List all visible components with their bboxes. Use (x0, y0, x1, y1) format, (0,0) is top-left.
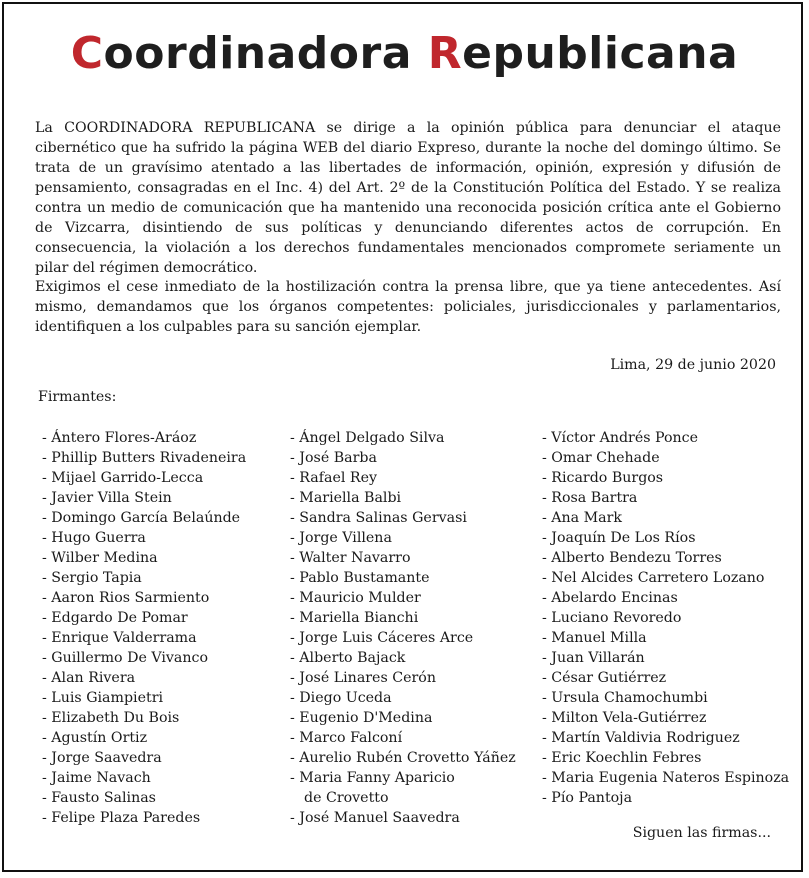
signer-item: - Maria Fanny Aparicio (290, 770, 455, 786)
signer-item: - Aurelio Rubén Crovetto Yáñez (290, 750, 516, 766)
signer-item: - Ángel Delgado Silva (290, 430, 445, 446)
signer-item: - Guillermo De Vivanco (42, 650, 208, 666)
signer-item: - Hugo Guerra (42, 530, 146, 546)
signer-item: - Wilber Medina (42, 550, 158, 566)
signer-item: - Mariella Balbi (290, 490, 402, 506)
statement-paragraph-2: Exigimos el cese inmediato de la hostilización contra la prensa libre, que ya tiene antecedentes. Así mismo, demandamos que los órganos competentes: policiales, jurisdiccionales y parlamentarios, identifiquen a los culpables para su sanción ejemplar. (35, 279, 781, 335)
signer-item: - Elizabeth Du Bois (42, 710, 180, 726)
signer-item: - Sandra Salinas Gervasi (290, 510, 467, 526)
signer-item: - Aaron Rios Sarmiento (42, 590, 210, 606)
signer-item: - Jorge Saavedra (42, 750, 162, 766)
signers-column-2 (290, 428, 516, 828)
signer-item: - Diego Uceda (290, 690, 392, 706)
signer-item: - César Gutiérrez (542, 670, 667, 686)
signer-item: - Abelardo Encinas (542, 590, 678, 606)
signer-item: - Eric Koechlin Febres (542, 750, 702, 766)
signer-item: - Omar Chehade (542, 450, 660, 466)
logo-letter-c: C (70, 28, 104, 79)
signer-item: - Pío Pantoja (542, 790, 633, 806)
logo-text-oordinadora: oordinadora (103, 28, 428, 79)
signer-item: - Marco Falconí (290, 730, 403, 746)
signer-item: - Domingo García Belaúnde (42, 510, 241, 526)
signer-item: - Alan Rivera (42, 670, 136, 686)
signer-item: - Mariella Bianchi (290, 610, 419, 626)
signer-item: - Jorge Villena (290, 530, 392, 546)
signer-item: - Alberto Bajack (290, 650, 406, 666)
signer-item: - Edgardo De Pomar (42, 610, 188, 626)
signer-item: - Ursula Chamochumbi (542, 690, 708, 706)
more-signatures-note: Siguen las firmas... (632, 825, 771, 841)
signer-item: - Jaime Navach (42, 770, 151, 786)
signer-item: - Enrique Valderrama (42, 630, 197, 646)
signer-item: - Luis Giampietri (42, 690, 164, 706)
signers-heading: Firmantes: (38, 389, 117, 405)
signer-item: - Rafael Rey (290, 470, 378, 486)
signer-item: - Martín Valdivia Rodriguez (542, 730, 740, 746)
signer-item: - Alberto Bendezu Torres (542, 550, 722, 566)
signer-item: - José Linares Cerón (290, 670, 436, 686)
signer-item: - Maria Eugenia Nateros Espinoza (542, 770, 790, 786)
signer-item-continuation: de Crovetto (304, 790, 389, 806)
signer-item: - Fausto Salinas (42, 790, 156, 806)
signer-item: - Juan Villarán (542, 650, 645, 666)
signer-item: - Ántero Flores-Aráoz (42, 430, 197, 446)
signer-item: - Mijael Garrido-Lecca (42, 470, 204, 486)
signer-item: - Phillip Butters Rivadeneira (42, 450, 247, 466)
signer-item: - José Manuel Saavedra (290, 810, 460, 826)
signers-column-1 (42, 428, 246, 828)
signer-item: - Ricardo Burgos (542, 470, 664, 486)
signer-item: - Manuel Milla (542, 630, 647, 646)
signer-item: - Jorge Luis Cáceres Arce (290, 630, 474, 646)
signer-item: - Víctor Andrés Ponce (542, 430, 698, 446)
signer-item: - Sergio Tapia (42, 570, 142, 586)
signer-item: - José Barba (290, 450, 377, 466)
signer-item: - Rosa Bartra (542, 490, 638, 506)
logo-text-epublicana: epublicana (462, 28, 739, 79)
logo-letter-r: R (427, 28, 463, 79)
signer-item: - Agustín Ortiz (42, 730, 148, 746)
signer-item: - Mauricio Mulder (290, 590, 421, 606)
signer-item: - Felipe Plaza Paredes (42, 810, 201, 826)
organization-logo (0, 28, 809, 79)
signer-item: - Nel Alcides Carretero Lozano (542, 570, 765, 586)
signer-item: - Milton Vela-Gutiérrez (542, 710, 707, 726)
signer-item: - Eugenio D'Medina (290, 710, 433, 726)
signer-item: - Joaquín De Los Ríos (542, 530, 696, 546)
signer-item: - Luciano Revoredo (542, 610, 682, 626)
signers-column-3 (542, 428, 789, 808)
signer-item: - Ana Mark (542, 510, 623, 526)
statement-paragraph-1: La COORDINADORA REPUBLICANA se dirige a la opinión pública para denunciar el ataque cibernético que ha sufrido la página WEB del diario Expreso, durante la noche del domingo último. Se trata de un gravísimo atentado a las libertades de información, opinión, expresión y difusión de pensamiento, consagradas en el Inc. 4) del Art. 2º de la Constitución Política del Estado. Y se realiza contra un medio de comunicación que ha mantenido una reconocida posición crítica ante el Gobierno de Vizcarra, disintiendo de sus políticas y denunciando diferentes actos de corrupción. En consecuencia, la violación a los derechos fundamentales mencionados compromete seriamente un pilar del régimen democrático. (35, 120, 781, 276)
signer-item: - Javier Villa Stein (42, 490, 172, 506)
signer-item: - Pablo Bustamante (290, 570, 430, 586)
signer-item: - Walter Navarro (290, 550, 411, 566)
date-line: Lima, 29 de junio 2020 (610, 357, 776, 373)
